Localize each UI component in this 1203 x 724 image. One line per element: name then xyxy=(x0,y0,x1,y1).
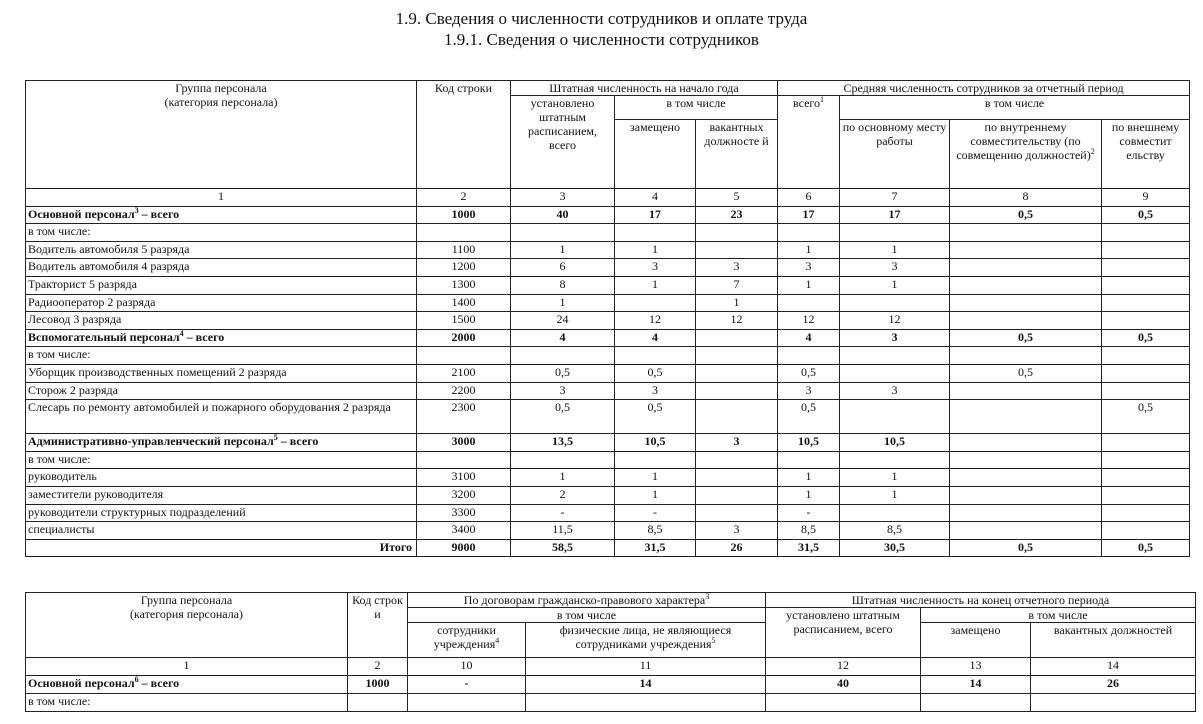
table-cell: 10,5 xyxy=(615,434,696,452)
row-code: 1500 xyxy=(417,312,511,330)
table-row xyxy=(26,400,1190,434)
subsection-title: 1.9.1. Сведения о численности сотрудников xyxy=(444,30,759,49)
table-cell: 3 xyxy=(615,259,696,277)
table-cell: 3 xyxy=(615,382,696,400)
column-number: 4 xyxy=(615,189,696,207)
row-name: Водитель автомобиля 4 разряда xyxy=(26,259,417,277)
table-cell xyxy=(950,382,1102,400)
table-cell xyxy=(511,224,615,242)
table-cell xyxy=(950,241,1102,259)
table-cell: 13,5 xyxy=(511,434,615,452)
table-cell: 0,5 xyxy=(950,206,1102,224)
table-cell xyxy=(1102,224,1190,242)
table-cell: 1 xyxy=(840,486,950,504)
column-number: 1 xyxy=(26,189,417,207)
table-cell: 31,5 xyxy=(778,539,840,557)
table-cell: 23 xyxy=(696,206,778,224)
filled-header: замещено xyxy=(921,623,1031,658)
table-row xyxy=(26,434,1190,452)
table-cell: 1 xyxy=(778,469,840,487)
table-cell: 1 xyxy=(615,241,696,259)
table-cell xyxy=(1102,469,1190,487)
table-cell xyxy=(950,522,1102,540)
table-cell: 1 xyxy=(615,486,696,504)
column-number: 11 xyxy=(526,658,766,676)
table-cell xyxy=(950,469,1102,487)
table-cell xyxy=(526,694,766,712)
column-number: 9 xyxy=(1102,189,1190,207)
table-cell: 11,5 xyxy=(511,522,615,540)
row-name: Вспомогательный персонал$^4$ – всего xyxy=(26,329,417,347)
table-cell xyxy=(1102,382,1190,400)
gph-header: По договорам гражданско-правового характера$^3$ xyxy=(408,593,766,608)
table-cell: 1 xyxy=(778,241,840,259)
table-cell: 0,5 xyxy=(1102,329,1190,347)
row-name: в том числе: xyxy=(26,224,417,242)
table-cell xyxy=(950,434,1102,452)
table-cell: 8,5 xyxy=(615,522,696,540)
section-title: 1.9. Сведения о численности сотрудников и оплате труда xyxy=(395,9,808,28)
table-cell: 0,5 xyxy=(1102,206,1190,224)
table-cell: 0,5 xyxy=(778,400,840,434)
row-name: руководители структурных подразделений xyxy=(26,504,417,522)
table-row xyxy=(26,206,1190,224)
table-cell: 12 xyxy=(696,312,778,330)
row-code xyxy=(348,694,408,712)
row-code: 2100 xyxy=(417,364,511,382)
incl2-header: в том числе xyxy=(840,96,1190,120)
table-cell xyxy=(778,347,840,365)
table-cell xyxy=(696,329,778,347)
group-header: Группа персонала (категория персонала) xyxy=(26,593,348,658)
table-cell: 3 xyxy=(840,382,950,400)
table-cell: 1 xyxy=(511,469,615,487)
external-header: по внешнему совместит ельству xyxy=(1102,120,1190,189)
table-cell: 40 xyxy=(766,676,921,694)
table-row xyxy=(26,486,1190,504)
table-cell xyxy=(950,504,1102,522)
employees-header: сотрудники учреждения$^4$ xyxy=(408,623,526,658)
column-number: 1 xyxy=(26,658,348,676)
table-cell xyxy=(1102,504,1190,522)
table-cell: 0,5 xyxy=(950,539,1102,557)
table-cell xyxy=(778,294,840,312)
column-numbers-row xyxy=(26,189,1190,207)
table-cell xyxy=(950,312,1102,330)
established-header: установлено штатным расписанием, всего xyxy=(766,608,921,658)
code-header: Код строк и xyxy=(348,593,408,658)
table-cell: 3 xyxy=(696,522,778,540)
table-row xyxy=(26,294,1190,312)
table-cell: 3 xyxy=(696,259,778,277)
table-cell: 1 xyxy=(511,294,615,312)
table-cell xyxy=(840,294,950,312)
row-code xyxy=(417,347,511,365)
column-number: 2 xyxy=(348,658,408,676)
table-cell xyxy=(696,504,778,522)
table-cell: - xyxy=(615,504,696,522)
table-cell: 0,5 xyxy=(511,364,615,382)
staff-end-header: Штатная численность на конец отчетного периода xyxy=(766,593,1196,608)
column-number: 7 xyxy=(840,189,950,207)
table-cell: 1 xyxy=(840,469,950,487)
table-cell: 12 xyxy=(615,312,696,330)
table-row xyxy=(26,694,1196,712)
row-name: Основной персонал$^6$ – всего xyxy=(26,676,348,694)
table-cell xyxy=(1102,364,1190,382)
row-code: 1000 xyxy=(417,206,511,224)
table-cell: 0,5 xyxy=(615,400,696,434)
table-cell: 14 xyxy=(526,676,766,694)
row-code: 1200 xyxy=(417,259,511,277)
table-cell: 30,5 xyxy=(840,539,950,557)
row-code: 2200 xyxy=(417,382,511,400)
row-name: Слесарь по ремонту автомобилей и пожарного оборудования 2 разряда xyxy=(26,400,417,434)
row-code: 9000 xyxy=(417,539,511,557)
row-name: заместители руководителя xyxy=(26,486,417,504)
column-number: 14 xyxy=(1031,658,1196,676)
table-cell xyxy=(950,400,1102,434)
row-name: в том числе: xyxy=(26,451,417,469)
table-cell xyxy=(840,504,950,522)
table-cell: 26 xyxy=(1031,676,1196,694)
row-code: 3000 xyxy=(417,434,511,452)
row-name: в том числе: xyxy=(26,694,348,712)
table-cell xyxy=(696,400,778,434)
table-cell xyxy=(840,400,950,434)
titles xyxy=(0,8,1203,50)
table-row xyxy=(26,241,1190,259)
incl-header: в том числе xyxy=(615,96,778,120)
table-cell: 1 xyxy=(840,241,950,259)
column-number: 2 xyxy=(417,189,511,207)
table-row xyxy=(26,259,1190,277)
group-header: Группа персонала (категория персонала) xyxy=(26,81,417,189)
table-cell: 0,5 xyxy=(1102,539,1190,557)
table-cell: 1 xyxy=(840,276,950,294)
table-cell: 2 xyxy=(511,486,615,504)
table-cell xyxy=(766,694,921,712)
table-row xyxy=(26,347,1190,365)
table-cell: 0,5 xyxy=(1102,400,1190,434)
table-cell xyxy=(1031,694,1196,712)
row-code: 1400 xyxy=(417,294,511,312)
table-cell: 24 xyxy=(511,312,615,330)
table-cell: 40 xyxy=(511,206,615,224)
table-cell xyxy=(1102,259,1190,277)
total-label: Итого xyxy=(26,539,417,557)
table-cell xyxy=(696,486,778,504)
table-cell xyxy=(696,347,778,365)
column-number: 6 xyxy=(778,189,840,207)
table-cell: 1 xyxy=(778,486,840,504)
staff-count-table xyxy=(25,80,1190,557)
table-cell: 12 xyxy=(840,312,950,330)
established-header: установлено штатным расписанием, всего xyxy=(511,96,615,189)
internal-header: по внутреннему совместительству (по совмещению должностей)$^2$ xyxy=(950,120,1102,189)
table-cell: 3 xyxy=(696,434,778,452)
table-cell: 4 xyxy=(615,329,696,347)
table-cell xyxy=(950,259,1102,277)
table-cell: 0,5 xyxy=(511,400,615,434)
row-code: 2000 xyxy=(417,329,511,347)
table-cell xyxy=(1102,241,1190,259)
table-cell xyxy=(840,364,950,382)
table-row xyxy=(26,469,1190,487)
incl2-header: в том числе xyxy=(921,608,1196,623)
row-name: в том числе: xyxy=(26,347,417,365)
table-cell: 31,5 xyxy=(615,539,696,557)
column-number: 12 xyxy=(766,658,921,676)
table-cell: 3 xyxy=(840,259,950,277)
table-cell xyxy=(696,451,778,469)
table-cell: 3 xyxy=(778,382,840,400)
table-cell xyxy=(696,469,778,487)
table-row xyxy=(26,224,1190,242)
table-cell xyxy=(1102,294,1190,312)
column-number: 3 xyxy=(511,189,615,207)
table-cell: 1 xyxy=(511,241,615,259)
table-row xyxy=(26,276,1190,294)
table-cell: 26 xyxy=(696,539,778,557)
table-cell xyxy=(696,364,778,382)
column-number: 5 xyxy=(696,189,778,207)
table-cell: 8,5 xyxy=(778,522,840,540)
row-name: Водитель автомобиля 5 разряда xyxy=(26,241,417,259)
table-cell: 12 xyxy=(778,312,840,330)
table-cell: 7 xyxy=(696,276,778,294)
row-name: Уборщик производственных помещений 2 разряда xyxy=(26,364,417,382)
table-row xyxy=(26,364,1190,382)
table-cell xyxy=(950,276,1102,294)
row-name: Тракторист 5 разряда xyxy=(26,276,417,294)
table-cell xyxy=(511,451,615,469)
table-cell xyxy=(1102,347,1190,365)
table-cell: 8,5 xyxy=(840,522,950,540)
table-cell xyxy=(696,224,778,242)
avg-total-header: всего$^1$ xyxy=(778,96,840,189)
table-cell: 6 xyxy=(511,259,615,277)
table-cell xyxy=(950,486,1102,504)
table-cell: 1 xyxy=(615,469,696,487)
table-cell: 8 xyxy=(511,276,615,294)
table-cell: 17 xyxy=(840,206,950,224)
column-number: 13 xyxy=(921,658,1031,676)
row-code: 3100 xyxy=(417,469,511,487)
table-cell xyxy=(778,451,840,469)
table-row xyxy=(26,312,1190,330)
table-cell xyxy=(1102,434,1190,452)
table-cell: 3 xyxy=(778,259,840,277)
row-code: 3400 xyxy=(417,522,511,540)
table-row xyxy=(26,504,1190,522)
table-cell xyxy=(1102,486,1190,504)
row-code: 2300 xyxy=(417,400,511,434)
table-cell xyxy=(511,347,615,365)
table-cell: 14 xyxy=(921,676,1031,694)
code-header: Код строки xyxy=(417,81,511,189)
vacant-header: вакантных должносте й xyxy=(696,120,778,189)
row-name: Радиооператор 2 разряда xyxy=(26,294,417,312)
table-cell: 1 xyxy=(696,294,778,312)
table-cell xyxy=(696,241,778,259)
table-cell: 0,5 xyxy=(950,364,1102,382)
table-cell: 0,5 xyxy=(615,364,696,382)
table-cell xyxy=(1102,522,1190,540)
row-code: 1100 xyxy=(417,241,511,259)
row-code: 3200 xyxy=(417,486,511,504)
row-name: Лесовод 3 разряда xyxy=(26,312,417,330)
table-cell xyxy=(1102,312,1190,330)
table-row xyxy=(26,329,1190,347)
incl-header: в том числе xyxy=(408,608,766,623)
row-code: 1000 xyxy=(348,676,408,694)
table-cell xyxy=(1102,276,1190,294)
table-cell: 1 xyxy=(778,276,840,294)
column-number: 8 xyxy=(950,189,1102,207)
table-cell: 4 xyxy=(778,329,840,347)
table-cell: - xyxy=(408,676,526,694)
table-cell: 58,5 xyxy=(511,539,615,557)
table-cell xyxy=(615,451,696,469)
table-row xyxy=(26,382,1190,400)
table-cell xyxy=(950,224,1102,242)
table-cell: 4 xyxy=(511,329,615,347)
filled-header: замещено xyxy=(615,120,696,189)
table-row xyxy=(26,522,1190,540)
row-code: 3300 xyxy=(417,504,511,522)
table-cell xyxy=(615,294,696,312)
row-code: 1300 xyxy=(417,276,511,294)
vacant-header: вакантных должностей xyxy=(1031,623,1196,658)
table-cell xyxy=(840,224,950,242)
row-name: Сторож 2 разряда xyxy=(26,382,417,400)
table-cell xyxy=(840,451,950,469)
row-code xyxy=(417,451,511,469)
total-row xyxy=(26,539,1190,557)
individuals-header: физические лица, не являющиеся сотрудниками учреждения$^5$ xyxy=(526,623,766,658)
main-place-header: по основному месту работы xyxy=(840,120,950,189)
table-cell: 3 xyxy=(840,329,950,347)
row-name: Основной персонал$^3$ – всего xyxy=(26,206,417,224)
row-name: Административно-управленческий персонал$^5$ – всего xyxy=(26,434,417,452)
table-cell xyxy=(950,451,1102,469)
column-number: 10 xyxy=(408,658,526,676)
table-row xyxy=(26,451,1190,469)
contracts-table xyxy=(25,592,1196,712)
row-code xyxy=(417,224,511,242)
avg-header: Средняя численность сотрудников за отчетный период xyxy=(778,81,1190,96)
table-cell: 17 xyxy=(778,206,840,224)
table-cell xyxy=(615,347,696,365)
table-row xyxy=(26,676,1196,694)
table-cell: 17 xyxy=(615,206,696,224)
table-cell: 0,5 xyxy=(950,329,1102,347)
table-cell xyxy=(950,347,1102,365)
staff-start-header: Штатная численность на начало года xyxy=(511,81,778,96)
table-cell xyxy=(950,294,1102,312)
table-cell: 3 xyxy=(511,382,615,400)
table-cell: - xyxy=(511,504,615,522)
table-cell xyxy=(696,382,778,400)
table-cell xyxy=(840,347,950,365)
row-name: руководитель xyxy=(26,469,417,487)
table-cell xyxy=(778,224,840,242)
table-cell: 10,5 xyxy=(778,434,840,452)
table-cell xyxy=(408,694,526,712)
table-cell: 0,5 xyxy=(778,364,840,382)
table-cell xyxy=(1102,451,1190,469)
column-numbers-row xyxy=(26,658,1196,676)
table-cell: - xyxy=(778,504,840,522)
table-cell: 1 xyxy=(615,276,696,294)
row-name: специалисты xyxy=(26,522,417,540)
table-cell xyxy=(615,224,696,242)
table-cell: 10,5 xyxy=(840,434,950,452)
table-cell xyxy=(921,694,1031,712)
